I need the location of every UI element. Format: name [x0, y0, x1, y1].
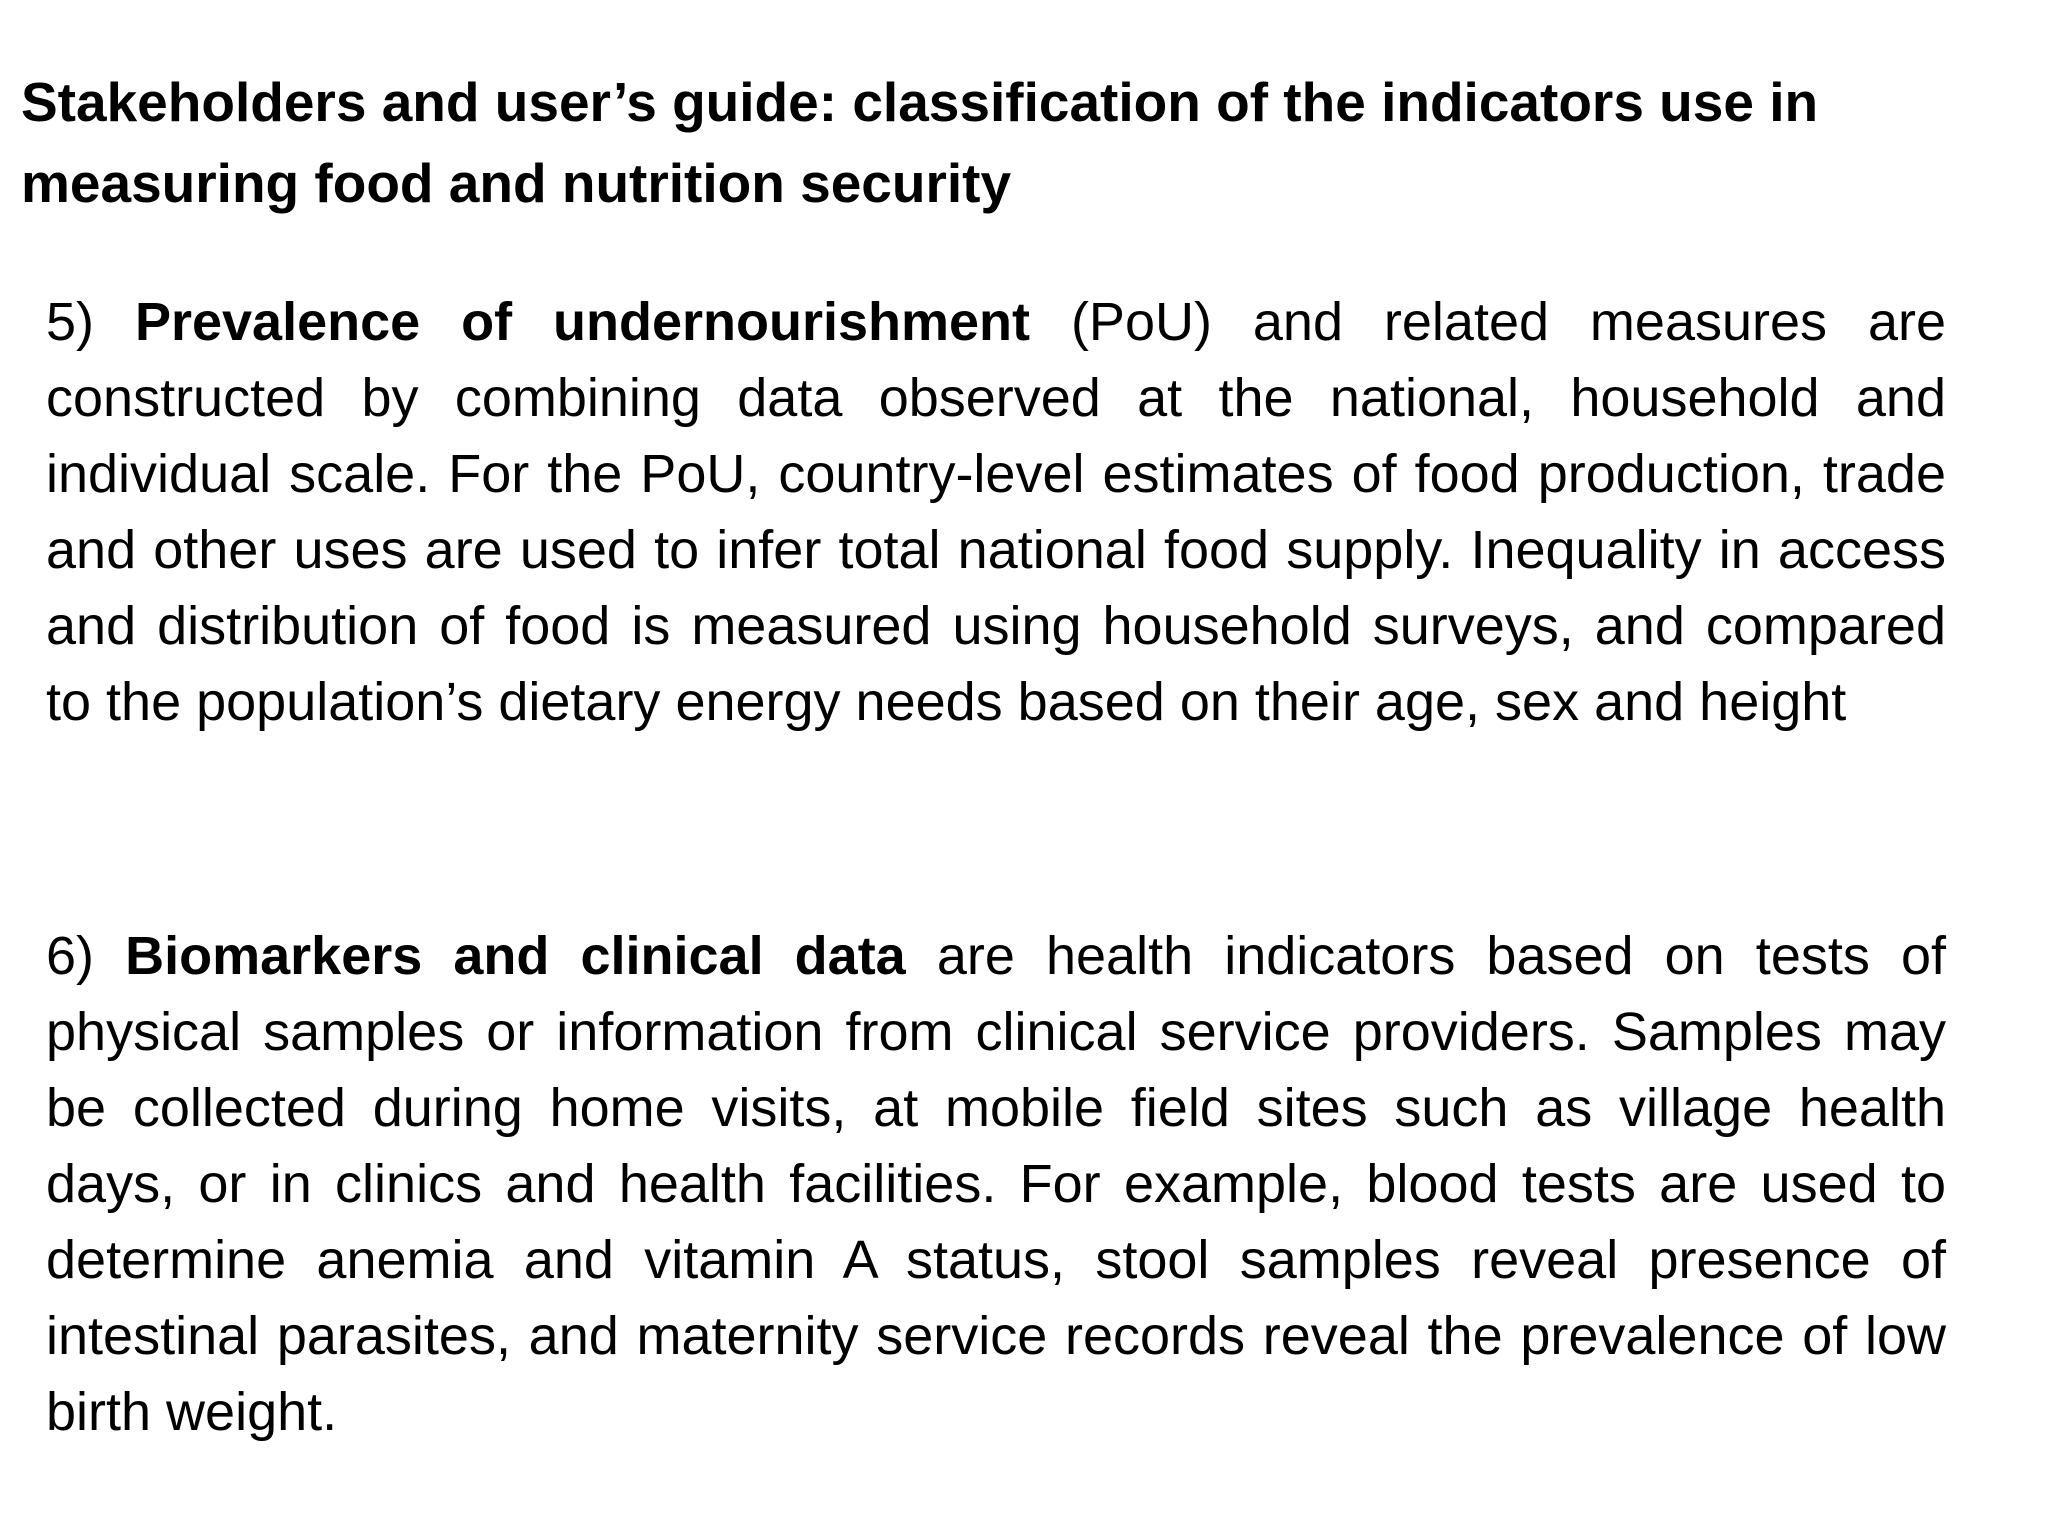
item-body: are health indicators based on tests of physical samples or information from clinical service providers. Samples may be collected during home visits, at mobile field sites such as village health days, or in clinics and health facilities. For example, blood tests are used to determine anemia and vitamin A status, stool samples reveal presence of intestinal parasites, and maternity service records reveal the prevalence of low birth weight. — [46, 926, 1946, 1442]
slide-title: Stakeholders and user’s guide: classification of the indicators use in measuring food and nutrition security — [21, 71, 1819, 214]
indicator-item-pou — [46, 284, 1946, 740]
item-number: 6) — [46, 926, 95, 986]
item-number: 5) — [46, 292, 95, 352]
item-term: Biomarkers and clinical data — [125, 926, 906, 986]
item-term: Prevalence of undernourishment — [134, 292, 1030, 352]
indicator-item-biomarkers — [46, 918, 1946, 1450]
item-body: (PoU) and related measures are constructed by combining data observed at the national, household and individual scale. For the PoU, country-level estimates of food production, trade and other uses are used to infer total national food supply. Inequality in access and distribution of food is measured using household surveys, and compared to the population’s dietary energy needs based on their age, sex and height — [46, 292, 1946, 732]
